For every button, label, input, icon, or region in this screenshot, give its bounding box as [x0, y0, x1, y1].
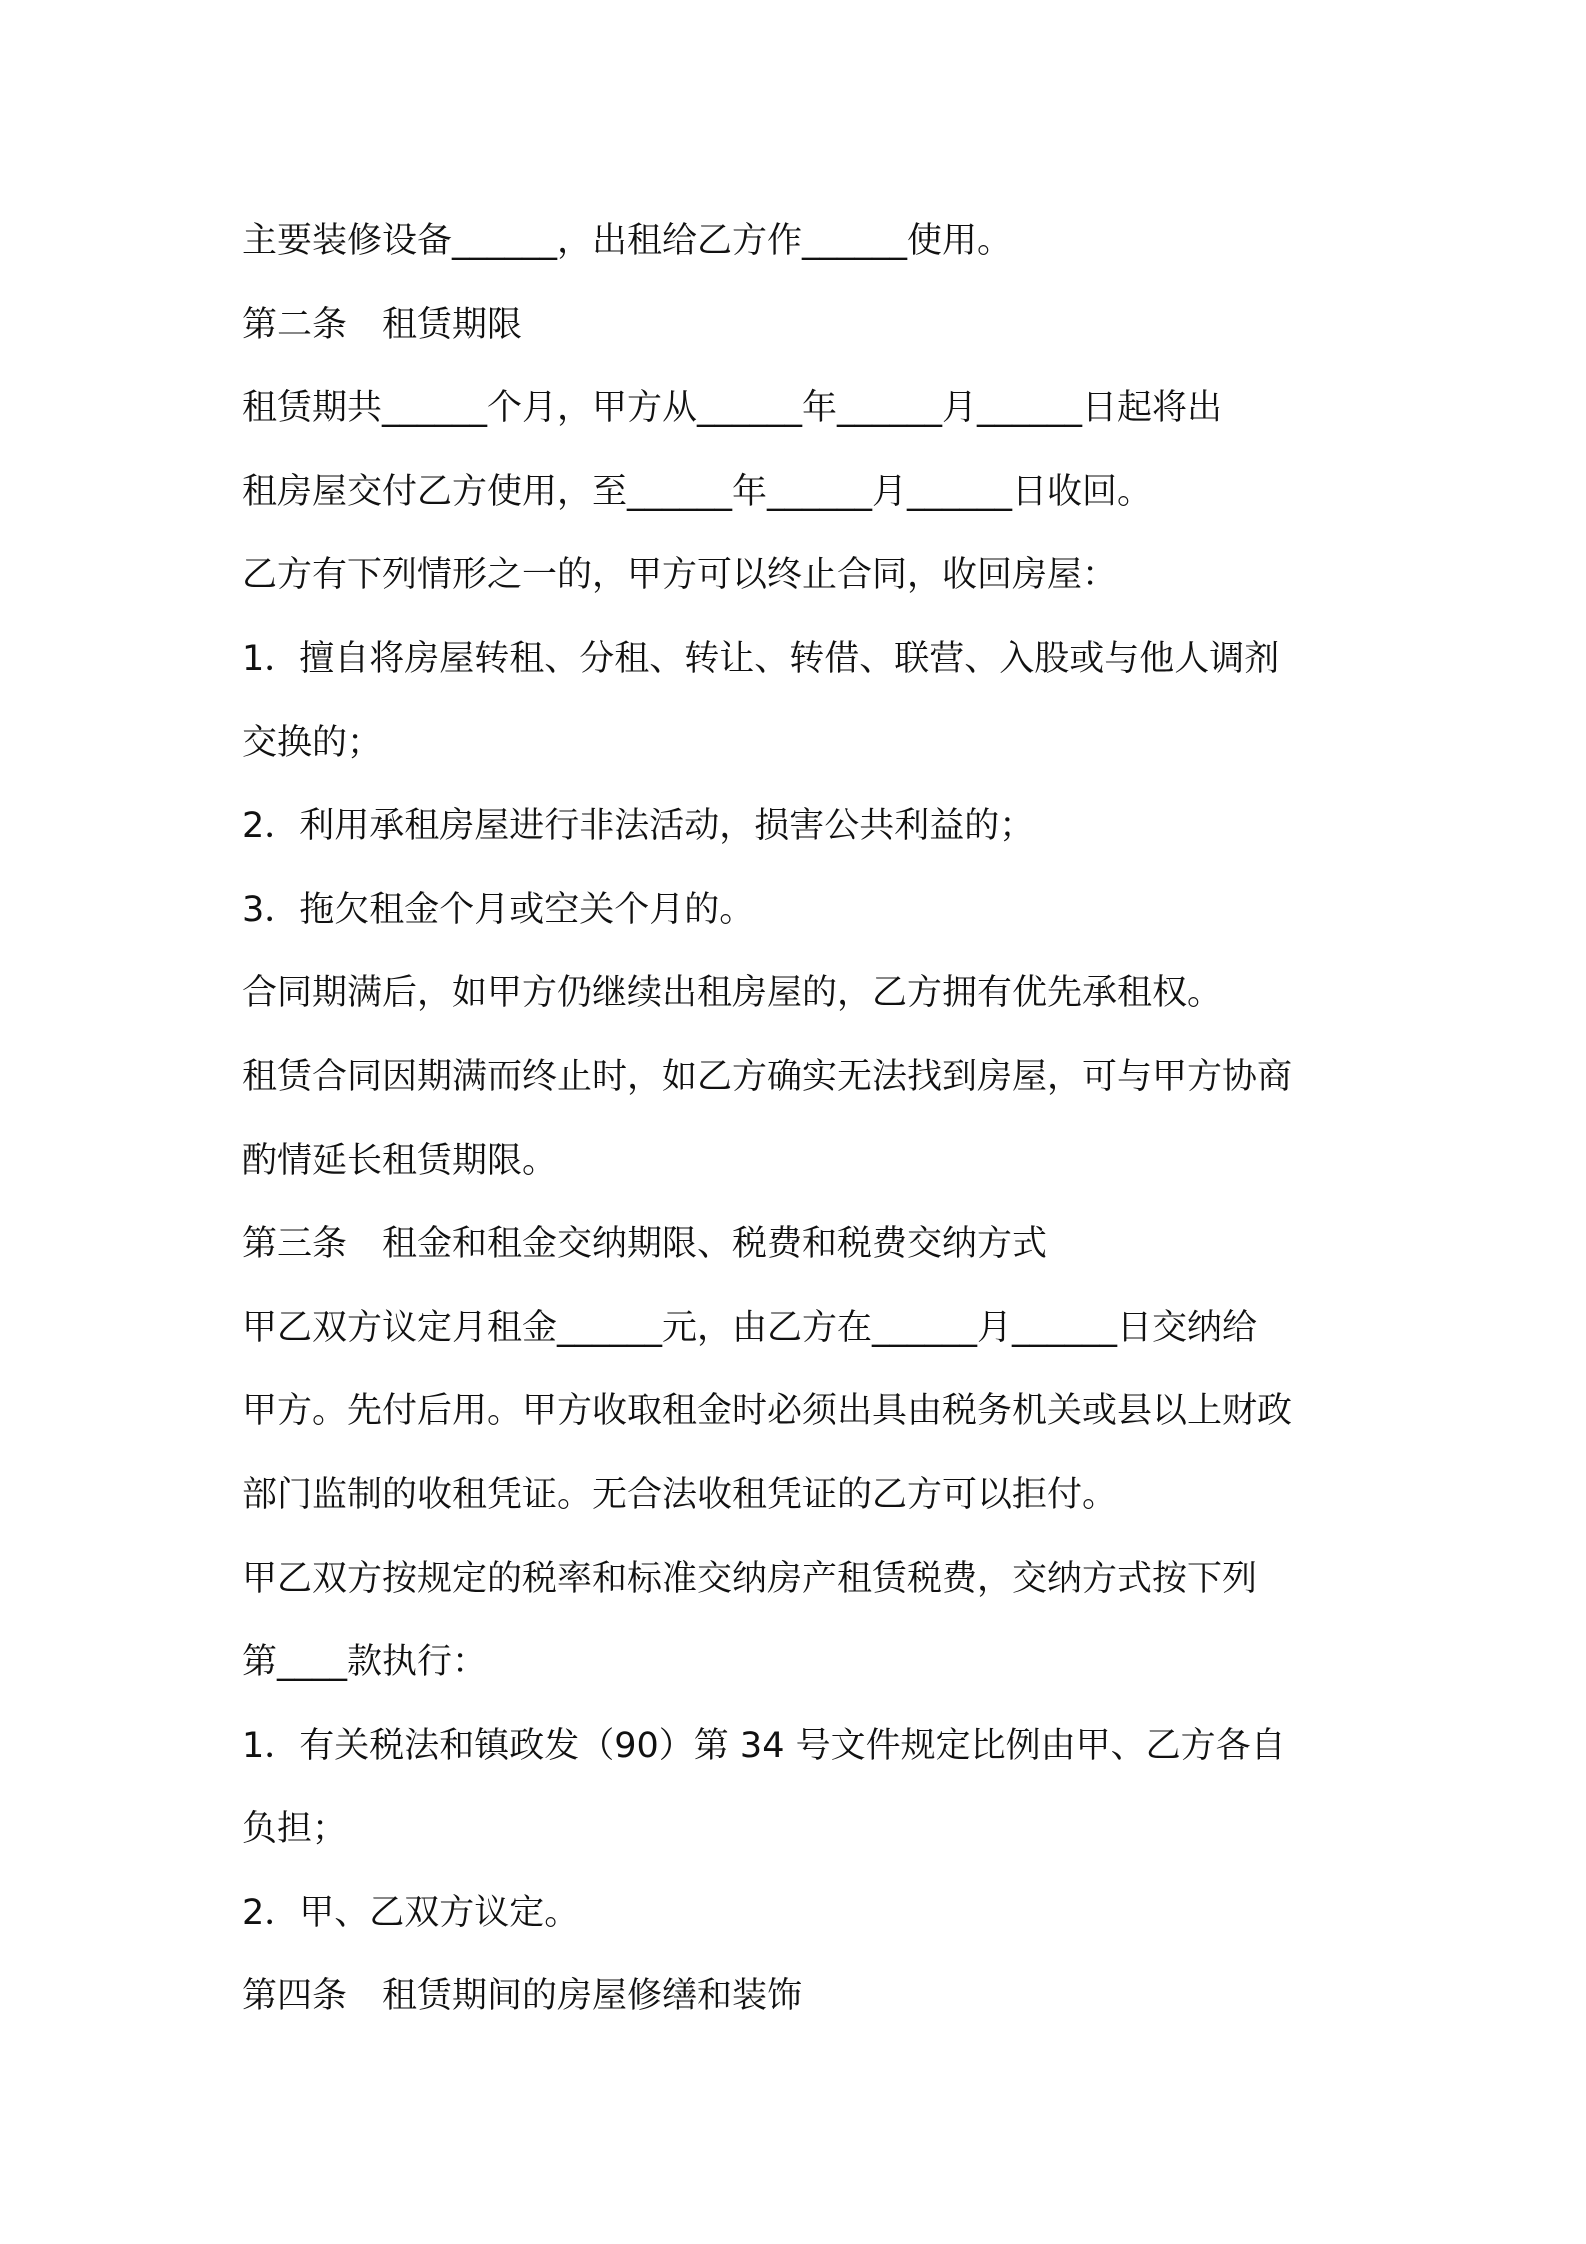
text-line: 租房屋交付乙方使用，至______年______月______日收回。 — [242, 471, 1153, 512]
section-heading-article-4: 第四条 租赁期间的房屋修缮和装饰 — [242, 1976, 803, 2017]
list-item: 2．利用承租房屋进行非法活动，损害公共利益的； — [242, 806, 1035, 847]
text-line: 乙方有下列情形之一的，甲方可以终止合同，收回房屋： — [242, 555, 1118, 596]
section-heading-article-2: 第二条 租赁期限 — [242, 304, 523, 345]
document-body — [242, 200, 1372, 2039]
text-line: 负担； — [242, 1809, 348, 1850]
section-heading-article-3: 第三条 租金和租金交纳期限、税费和税费交纳方式 — [242, 1224, 1048, 1265]
list-item: 1．擅自将房屋转租、分租、转让、转借、联营、入股或与他人调剂 — [242, 638, 1280, 679]
text-line: 租赁合同因期满而终止时，如乙方确实无法找到房屋，可与甲方协商 — [242, 1056, 1293, 1097]
text-line: 合同期满后，如甲方仍继续出租房屋的，乙方拥有优先承租权。 — [242, 973, 1223, 1014]
list-item: 3．拖欠租金个月或空关个月的。 — [242, 889, 755, 930]
list-item: 1．有关税法和镇政发（90）第 34 号文件规定比例由甲、乙方各自 — [242, 1725, 1286, 1766]
text-line: 甲乙双方议定月租金______元，由乙方在______月______日交纳给 — [242, 1307, 1258, 1348]
text-line: 第____款执行： — [242, 1642, 488, 1683]
text-line: 租赁期共______个月，甲方从______年______月______日起将出 — [242, 388, 1223, 429]
text-line: 甲方。先付后用。甲方收取租金时必须出具由税务机关或县以上财政 — [242, 1391, 1293, 1432]
text-line: 部门监制的收租凭证。无合法收租凭证的乙方可以拒付。 — [242, 1474, 1118, 1515]
text-line: 酌情延长租赁期限。 — [242, 1140, 558, 1181]
text-line: 主要装修设备______，出租给乙方作______使用。 — [242, 221, 1013, 261]
text-line: 甲乙双方按规定的税率和标准交纳房产租赁税费，交纳方式按下列 — [242, 1558, 1258, 1599]
list-item: 2．甲、乙双方议定。 — [242, 1892, 580, 1933]
text-line: 交换的； — [242, 722, 383, 763]
